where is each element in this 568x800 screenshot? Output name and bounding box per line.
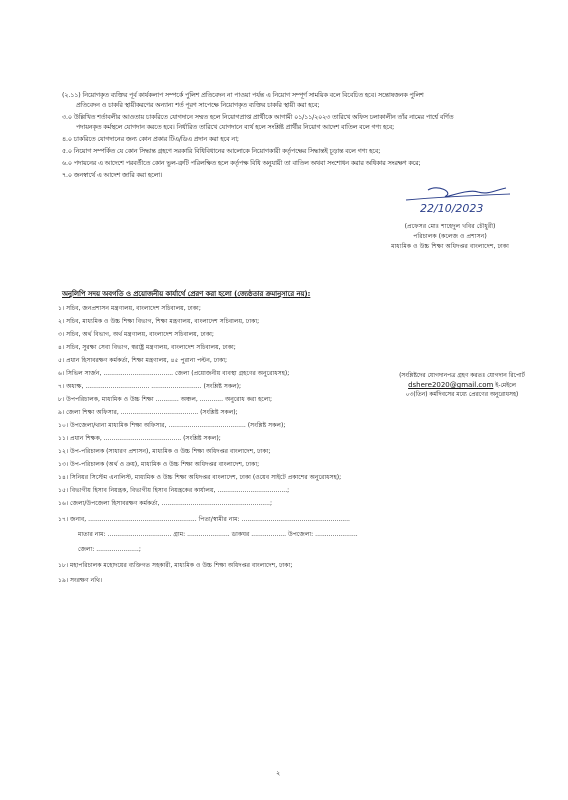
cc-item-17-line3: জেলা: ......................; xyxy=(78,546,141,553)
cc-item: ১৮। মহাপরিচালক মহোদয়ের ব্যক্তিগত সহকারী, মাধ্যমিক ও উচ্চ শিক্ষা অধিদপ্তর বাংলাদেশ, ঢাকা; xyxy=(58,562,293,569)
cc-item: ১০। উপজেলা/থানা মাধ্যমিক শিক্ষা অফিসার, ........................................ (সংশ্লিষ্ট সকল); xyxy=(58,422,286,429)
cc-item: ৭। অধ্যক্ষ, ................................. .......................... (সংশ্লিষ্ট সকল); xyxy=(58,383,242,390)
note-text-1: (সংশ্লিষ্টদের যোগদানপত্র গ্রহণ করতঃ যোগদান রিপোর্ট xyxy=(399,373,525,379)
condition-5: ৫.০ নিয়োগ সম্পর্কিত যে কোন সিদ্ধান্ত গ্রহণে সরকারি বিধিবিধানের আলোকে নিয়োগকারী কর্তৃপক্ষের সিদ্ধান্তই চূড়ান্ত বলে গণ্য হবে; xyxy=(62,148,381,155)
cc-item: ১১। প্রধান শিক্ষক, ........................................ (সংশ্লিষ্ট সকল); xyxy=(58,435,221,442)
cc-item: ১৬। জেলা/উপজেলা হিসাবরক্ষণ কর্মকর্তা, ........................................................; xyxy=(58,500,273,507)
cc-item: ১৯। সংরক্ষণ নথি। xyxy=(58,577,103,584)
handwritten-signature xyxy=(398,182,518,218)
cc-item: ১৩। উপ-পরিচালক (অর্থ ও ক্রয়), মাধ্যমিক ও উচ্চ শিক্ষা অধিদপ্তর বাংলাদেশ, ঢাকা; xyxy=(58,461,260,468)
note-text-3: ০৩(তিন) কর্মদিবসের মধ্যে প্রেরণের অনুরোধসহ) xyxy=(405,392,519,398)
cc-item: ৮। উপপরিচালক, মাধ্যমিক ও উচ্চ শিক্ষা ............ অঞ্চল, ............ অনুরোধ করা হলো; xyxy=(58,396,273,403)
signatory-office: মাধ্যমিক ও উচ্চ শিক্ষা অধিদপ্তর বাংলাদেশ, ঢাকা xyxy=(391,243,509,250)
signature-date: 22/10/2023 xyxy=(420,202,484,215)
page-number: ২ xyxy=(276,769,281,777)
condition-2-11: (২.১১) নিয়োগকৃত ব্যক্তির পূর্ব কার্যকলাপ সম্পর্কে পুলিশ প্রতিবেদন না পাওয়া পর্যন্ত এ নিয়োগ সম্পূর্ণ সাময়িক বলে বিবেচিত হবে। সন্তোষজনক পুলিশ xyxy=(62,92,424,99)
condition-3-cont: পদায়নকৃত কর্মস্থলে যোগদান করতে হবে। নির্ধারিত তারিখে যোগদানে ব্যর্থ হলে সংশ্লিষ্ট প্রার্থীর নিয়োগ আদেশ বাতিল বলে গণ্য হবে; xyxy=(76,124,395,131)
cc-item: ৯। জেলা শিক্ষা অফিসার, ........................................ (সংশ্লিষ্ট সকল); xyxy=(58,409,238,416)
cc-item: ১২। উপ-পরিচালক (সাধারণ প্রশাসন), মাধ্যমিক ও উচ্চ শিক্ষা অধিদপ্তর বাংলাদেশ, ঢাকা; xyxy=(58,448,271,455)
condition-2-11-cont: প্রতিবেদন ও চাকরি স্থায়ীকরণের অন্যান্য শর্ত পূরণ সাপেক্ষে নিয়োগকৃত ব্যক্তির চাকরি স্থায়ী করা হবে; xyxy=(76,102,320,109)
condition-7: ৭.০ জনস্বার্থে এ আদেশ জারি করা হলো। xyxy=(62,172,163,179)
cc-item: ৫। প্রধান হিসাবরক্ষণ কর্মকর্তা, শিক্ষা মন্ত্রণালয়, ৪৫ পুরানা পল্টন, ঢাকা; xyxy=(58,357,228,364)
condition-4: ৪.০ চাকরিতে যোগদানের জন্য কোন প্রকার টিএ/ডিএ প্রদান করা হবে না; xyxy=(62,136,239,143)
cc-item-17-line2: মাতার নাম: ................................. গ্রাম: ...................... ডাকঘর .................. উপজেলা: ...................... xyxy=(78,531,358,538)
condition-6: ৬.০ পদায়নের এ আদেশে পরবর্তীতে কোন ভুল-ত্রুটি পরিলক্ষিত হলে কর্তৃপক্ষ বিধি অনুযায়ী তা বাতিল অথবা সংশোধন করার অধিকার সংরক্ষণ করে; xyxy=(62,160,421,167)
cc-item: ৩। সচিব, অর্থ বিভাগ, অর্থ মন্ত্রণালয়, বাংলাদেশ সচিবালয়, ঢাকা; xyxy=(58,331,214,338)
cc-item: ৪। সচিব, সুরক্ষা সেবা বিভাগ, স্বরাষ্ট্র মন্ত্রণালয়, বাংলাদেশ সচিবালয়, ঢাকা; xyxy=(58,344,236,351)
cc-item: ১৫। বিভাগীয় হিসাব নিয়ন্ত্রক, বিভাগীয় হিসাব নিয়ন্ত্রকের কার্যালয়, ....................................; xyxy=(58,487,290,494)
signatory-name: (প্রফেসর মোঃ শাহেদুল খবির চৌধুরী) xyxy=(404,223,496,230)
cc-item-17-line1: ১৭। জনাব, ........................................................ পিতা/স্বামীর নাম: ........................................................ xyxy=(58,516,350,523)
email-address[interactable]: dshere2020@gmail.com xyxy=(408,381,494,389)
joining-report-note xyxy=(398,372,526,400)
cc-item: ৬। সিভিল সার্জন, .................................... জেলা (প্রয়োজনীয় ব্যবস্থা গ্রহণের অনুরোধসহ); xyxy=(58,370,290,377)
cc-heading: অনুলিপি সদয় অবগতি ও প্রয়োজনীয় কার্যার্থে প্রেরণ করা হলো (জ্যেষ্ঠতার ক্রমানুসারে নয়): xyxy=(62,290,311,298)
condition-3: ৩.০ উল্লিখিত শর্তাবলীর আওতায় চাকরিতে যোগদানে সম্মত হলে নিয়োগপ্রাপ্ত প্রার্থীকে আগামী ০১/১১/২০২৩ তারিখে অফিস চলাকালীন তাঁর নামের পার্শ্বে বর্ণিত xyxy=(62,114,454,121)
cc-item: ২। সচিব, মাধ্যমিক ও উচ্চ শিক্ষা বিভাগ, শিক্ষা মন্ত্রণালয়, বাংলাদেশ সচিবালয়, ঢাকা; xyxy=(58,318,260,325)
cc-item: ১৪। সিনিয়র সিস্টেম এনালিস্ট, মাধ্যমিক ও উচ্চ শিক্ষা অধিদপ্তর বাংলাদেশ, ঢাকা (ওয়েব সাইটে প্রকাশের অনুরোধসহ); xyxy=(58,474,342,481)
signatory-title: পরিচালক (কলেজ ও প্রশাসন) xyxy=(413,233,487,240)
note-text-2: ই-মেইলে xyxy=(495,383,516,389)
cc-item: ১। সচিব, জনপ্রশাসন মন্ত্রণালয়, বাংলাদেশ সচিবালয়, ঢাকা; xyxy=(58,305,201,312)
